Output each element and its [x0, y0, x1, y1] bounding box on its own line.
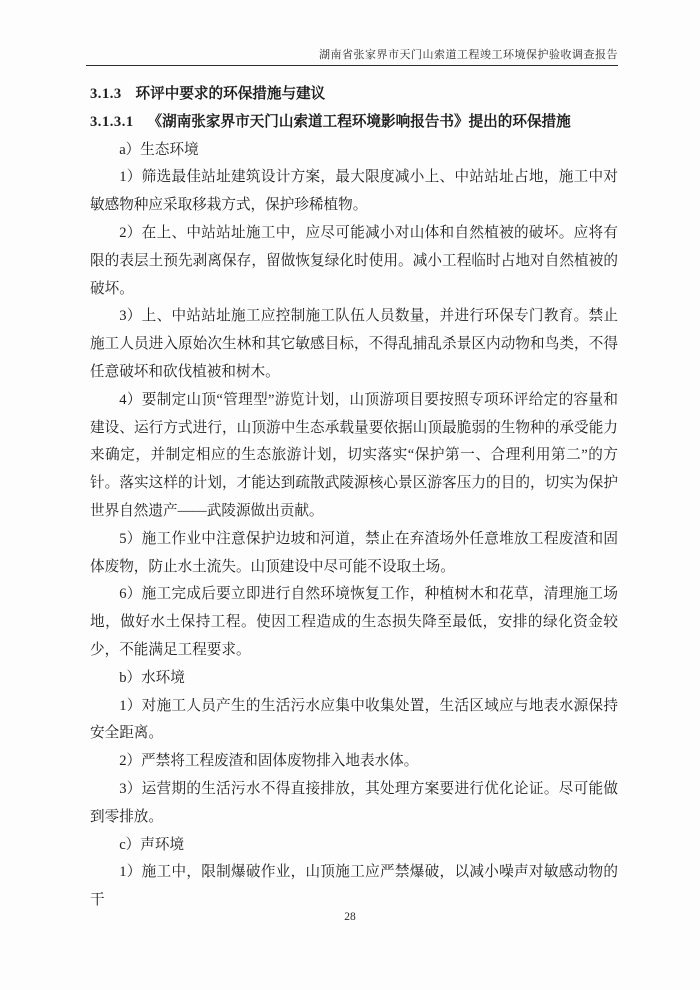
paragraph: 6）施工完成后要立即进行自然环境恢复工作，种植树木和花草，清理施工场地，做好水土保持工程。使因工程造成的生态损失降至最低，安排的绿化资金较少，不能满足工程要求。 [90, 586, 618, 658]
subsection-label-b: b）水环境 [119, 669, 185, 686]
page-header [86, 0, 618, 66]
paragraph: 2）严禁将工程废渣和固体废物排入地表水体。 [119, 753, 419, 770]
paragraph: 4）要制定山顶“管理型”游览计划，山顶游项目要按照专项环评给定的容量和建设、运行方式进行，山顶游中生态承载量要依据山顶最脆弱的生物种的承受能力来确定，并制定相应的生态旅游计划，切实落实“保护第一、合理利用第二”的方针。落实这样的计划，才能达到疏散武陵源核心景区游客压力的目的，切实为保护世界自然遗产——武陵源做出贡献。 [90, 391, 618, 519]
subsection-title: 《湖南张家界市天门山索道工程环境影响报告书》提出的环保措施 [147, 113, 571, 130]
paragraph: 5）施工作业中注意保护边坡和河道，禁止在弃渣场外任意堆放工程废渣和固体废物，防止水土流失。山顶建设中尽可能不设取土场。 [90, 530, 618, 575]
paragraph: 1）施工中，限制爆破作业，山顶施工应严禁爆破，以减小噪声对敏感动物的干 [90, 864, 618, 909]
paragraph: 3）上、中站站址施工应控制施工队伍人员数量，并进行环保专门教育。禁止施工人员进入原始次生林和其它敏感目标，不得乱捕乱杀景区内动物和鸟类，不得任意破坏和砍伐植被和树木。 [90, 308, 618, 380]
subsection-label-c: c）声环境 [119, 836, 185, 853]
paragraph: 2）在上、中站站址施工中，应尽可能减小对山体和自然植被的破坏。应将有限的表层土预先剥离保存，留做恢复绿化时使用。减小工程临时占地对自然植被的破坏。 [90, 224, 618, 297]
paragraph: 1）筛选最佳站址建筑设计方案，最大限度减小上、中站站址占地，施工中对敏感物种应采取移栽方式，保护珍稀植物。 [90, 169, 618, 214]
paragraph: 3）运营期的生活污水不得直接排放，其处理方案要进行优化论证。尽可能做到零排放。 [90, 780, 618, 825]
section-title: 环评中要求的环保措施与建议 [135, 86, 326, 102]
paragraph: 1）对施工人员产生的生活污水应集中收集处置，生活区域应与地表水源保持安全距离。 [90, 697, 618, 742]
section-heading-3-1-3-1 [90, 109, 618, 137]
page-footer [0, 911, 700, 923]
document-body [90, 81, 618, 915]
header-title: 湖南省张家界市天门山索道工程竣工环境保护验收调查报告 [319, 49, 618, 61]
subsection-label-a: a）生态环境 [119, 141, 199, 158]
section-heading-3-1-3 [90, 81, 618, 109]
section-number: 3.1.3 [90, 86, 122, 102]
subsection-number: 3.1.3.1 [90, 113, 134, 130]
page-number: 28 [344, 911, 356, 923]
header-divider [86, 65, 618, 66]
